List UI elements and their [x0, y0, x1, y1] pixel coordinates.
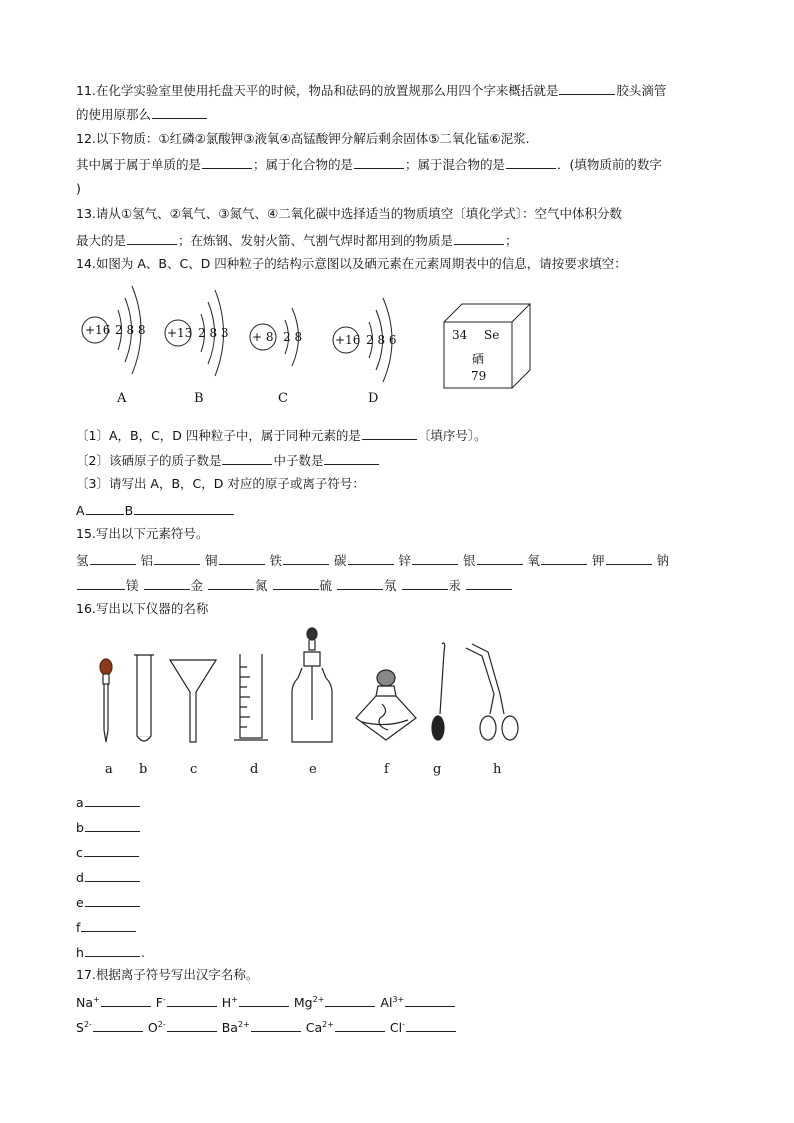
- q12-text-d: ．(填物质前的数字: [557, 157, 662, 172]
- q14-s1-text: 〔1〕A，B，C，D 四种粒子中，属于同种元素的是: [76, 428, 361, 443]
- q15-row1: [76, 550, 669, 570]
- ion-blank[interactable]: [239, 992, 289, 1007]
- instrument-label-c: c: [190, 762, 198, 777]
- element-iron: 铁: [269, 553, 283, 568]
- answer-label: b: [76, 820, 84, 835]
- q12-text-b: ；属于化合物的是: [253, 157, 354, 172]
- element-blank[interactable]: [348, 550, 394, 565]
- atom-b-nucleus: +13: [167, 326, 193, 340]
- answer-label: e: [76, 895, 84, 910]
- dropper-icon: [100, 659, 112, 742]
- q13-text-a: 最大的是: [76, 233, 127, 248]
- q12-line2: [76, 154, 662, 174]
- answer-blank[interactable]: [84, 842, 139, 857]
- atom-c-nucleus: + 8: [252, 330, 274, 344]
- ion-blank[interactable]: [325, 992, 375, 1007]
- element-hydrogen: 氢: [76, 553, 89, 568]
- element-zinc: 锌: [398, 553, 412, 568]
- atom-b-shells: 2 8 3: [198, 326, 229, 340]
- instrument-label-f: f: [384, 762, 389, 777]
- atom-label-a: A: [117, 391, 127, 406]
- element-blank[interactable]: [144, 575, 190, 590]
- q14-sub4: [76, 500, 235, 520]
- q13-blank-2[interactable]: [454, 230, 504, 245]
- element-blank[interactable]: [90, 550, 136, 565]
- element-nitrogen: 氮: [255, 578, 268, 593]
- ion-ba: $Ba^{2+}$: [221, 1019, 250, 1035]
- dropper-bottle-icon: [292, 628, 332, 742]
- lab-instruments-figure: [90, 622, 530, 752]
- alcohol-lamp-icon: [356, 670, 416, 740]
- answer-blank[interactable]: [85, 867, 140, 882]
- ion-blank[interactable]: [335, 1017, 385, 1032]
- instrument-label-e: e: [309, 762, 317, 777]
- ion-blank[interactable]: [167, 1017, 217, 1032]
- element-sulfur: 硫: [319, 578, 333, 593]
- ion-blank[interactable]: [251, 1017, 301, 1032]
- ion-mg: $Mg^{2+}$: [293, 994, 325, 1010]
- element-blank[interactable]: [273, 575, 319, 590]
- q16-answer-a: [76, 792, 141, 812]
- answer-label: a: [76, 795, 84, 810]
- q14-s2-blank-1[interactable]: [222, 450, 272, 465]
- atom-a-shells: 2 8 8: [115, 323, 146, 337]
- answer-period: .: [140, 945, 145, 960]
- q13-line1: 13.请从①氢气、②氧气、③氮气、④二氧化碳中选择适当的物质填空〔填化学式〕：空气中体积分数: [76, 206, 622, 221]
- q15-row2: [76, 575, 513, 595]
- q12-text-c: ；属于混合物的是: [405, 157, 506, 172]
- element-blank[interactable]: [283, 550, 329, 565]
- q14-s2-text-b: 中子数是: [273, 453, 324, 468]
- element-blank[interactable]: [219, 550, 265, 565]
- element-gold: 金: [190, 578, 204, 593]
- graduated-cylinder-icon: [234, 654, 268, 740]
- q16-answer-e: [76, 892, 141, 912]
- instrument-label-a: a: [105, 762, 113, 777]
- element-oxygen: 氧: [527, 553, 541, 568]
- q13-text-b: ；在炼钢、发射火箭、气割气焊时都用到的物质是: [178, 233, 454, 248]
- element-silver: 银: [463, 553, 476, 568]
- q14-sub3: 〔3〕请写出 A，B，C，D 对应的原子或离子符号：: [76, 476, 365, 491]
- element-blank[interactable]: [477, 550, 523, 565]
- answer-label: c: [76, 845, 83, 860]
- element-blank[interactable]: [208, 575, 254, 590]
- q14-title: 14.如图为 A、B、C、D 四种粒子的结构示意图以及硒元素在元素周期表中的信息，请按要求填空：: [76, 256, 627, 271]
- ion-blank[interactable]: [167, 992, 217, 1007]
- element-blank[interactable]: [412, 550, 458, 565]
- instrument-label-b: b: [139, 762, 148, 777]
- ion-blank[interactable]: [405, 992, 455, 1007]
- crucible-tongs-icon: [466, 644, 518, 740]
- q12-blank-1[interactable]: [202, 154, 252, 169]
- element-symbol: Se: [484, 328, 500, 342]
- q13-line2: [76, 230, 518, 250]
- ion-blank[interactable]: [93, 1017, 143, 1032]
- q14-sub2: [76, 450, 380, 470]
- element-number: 34: [452, 328, 468, 342]
- q13-text-c: ；: [505, 233, 518, 248]
- q16-title: 16.写出以下仪器的名称: [76, 601, 209, 616]
- test-tube-icon: [134, 655, 154, 741]
- element-blank[interactable]: [154, 550, 200, 565]
- instrument-label-h: h: [493, 762, 502, 777]
- answer-label: h: [76, 945, 84, 960]
- element-magnesium: 镁: [126, 578, 139, 593]
- answer-blank[interactable]: [81, 917, 136, 932]
- q11-line2: [76, 104, 208, 124]
- atom-label-d: D: [368, 391, 379, 406]
- q16-answer-d: [76, 867, 141, 887]
- element-mercury: 汞: [448, 578, 462, 593]
- ion-al: $Al^{3+}$: [380, 994, 405, 1010]
- ion-na: Na+: [76, 994, 100, 1010]
- element-blank[interactable]: [402, 575, 448, 590]
- ion-cl: Cl-: [389, 1019, 406, 1035]
- element-carbon: 碳: [334, 553, 347, 568]
- q11-text-c: 的使用原那么: [76, 107, 152, 122]
- atom-label-b: B: [194, 391, 204, 406]
- ion-blank[interactable]: [406, 1017, 456, 1032]
- q15-title: 15.写出以下元素符号。: [76, 526, 209, 541]
- atom-c-shells: 2 8: [283, 330, 303, 344]
- element-potassium: 钾: [592, 553, 605, 568]
- selenium-element-box: [444, 304, 530, 388]
- q11-text-b: 胶头滴管: [616, 83, 667, 98]
- medicine-spoon-icon: [432, 643, 445, 740]
- q16-answer-h: [76, 942, 145, 962]
- q12-blank-2[interactable]: [354, 154, 404, 169]
- answer-blank[interactable]: [85, 817, 140, 832]
- q11-blank-1[interactable]: [559, 80, 615, 95]
- q14-s1-tail: 〔填序号〕。: [417, 428, 487, 443]
- q14-s1-blank[interactable]: [362, 425, 417, 440]
- q11-text-a: 11.在化学实验室里使用托盘天平的时候，物品和砝码的放置规那么用四个字来概括就是: [76, 83, 559, 98]
- answer-blank[interactable]: [85, 892, 140, 907]
- q16-answer-f: [76, 917, 137, 937]
- q17-title: 17.根据离子符号写出汉字名称。: [76, 967, 259, 982]
- atom-d-nucleus: +16: [335, 333, 361, 347]
- ion-h: H+: [221, 994, 238, 1010]
- q17-row2: [76, 1017, 457, 1037]
- q14-s4-blank-a[interactable]: [86, 500, 124, 515]
- q12-blank-3[interactable]: [506, 154, 556, 169]
- ion-ca: $Ca^{2+}$: [305, 1019, 334, 1035]
- atom-label-c: C: [278, 391, 288, 406]
- q14-s2-text: 〔2〕该硒原子的质子数是: [76, 453, 222, 468]
- element-blank[interactable]: [337, 575, 383, 590]
- ion-s: $S^{2-}$: [76, 1019, 92, 1035]
- q12-line1: 12.以下物质：①红磷②氯酸钾③液氧④高锰酸钾分解后剩余固体⑤二氧化锰⑥泥浆.: [76, 131, 530, 146]
- element-blank[interactable]: [466, 575, 512, 590]
- atom-a-nucleus: +16: [85, 323, 111, 337]
- answer-blank[interactable]: [85, 792, 140, 807]
- answer-label: f: [76, 920, 81, 935]
- element-aluminum: 铝: [140, 553, 154, 568]
- q16-answer-c: [76, 842, 140, 862]
- element-copper: 铜: [205, 553, 218, 568]
- q14-s4-b: B: [124, 503, 134, 518]
- answer-blank[interactable]: [85, 942, 140, 957]
- ion-blank[interactable]: [101, 992, 151, 1007]
- element-neon: 氖: [384, 578, 397, 593]
- q12-text-a: 其中属于属于单质的是: [76, 157, 202, 172]
- element-name: 硒: [472, 352, 485, 366]
- q16-answer-b: [76, 817, 141, 837]
- q17-row1: [76, 992, 456, 1012]
- instrument-label-g: g: [433, 762, 442, 777]
- instrument-label-d: d: [250, 762, 259, 777]
- q11-line1: [76, 80, 666, 100]
- atom-structure-figure: [70, 280, 550, 410]
- q13-blank-1[interactable]: [127, 230, 177, 245]
- q14-sub1: [76, 425, 487, 445]
- q11-blank-2[interactable]: [152, 104, 207, 119]
- answer-label: d: [76, 870, 84, 885]
- element-blank[interactable]: [541, 550, 587, 565]
- ion-o: $O^{2-}$: [147, 1019, 166, 1035]
- ion-f: F-: [155, 994, 166, 1010]
- q14-s2-blank-2[interactable]: [324, 450, 379, 465]
- atom-d-shells: 2 8 6: [366, 333, 397, 347]
- q14-s4-blank-b[interactable]: [134, 500, 234, 515]
- element-blank[interactable]: [606, 550, 652, 565]
- q14-s4-a: A: [76, 503, 85, 518]
- element-sodium: 钠: [656, 553, 670, 568]
- q12-line3: ): [76, 181, 81, 196]
- element-blank[interactable]: [77, 575, 125, 590]
- element-mass: 79: [471, 369, 487, 383]
- funnel-icon: [170, 660, 216, 742]
